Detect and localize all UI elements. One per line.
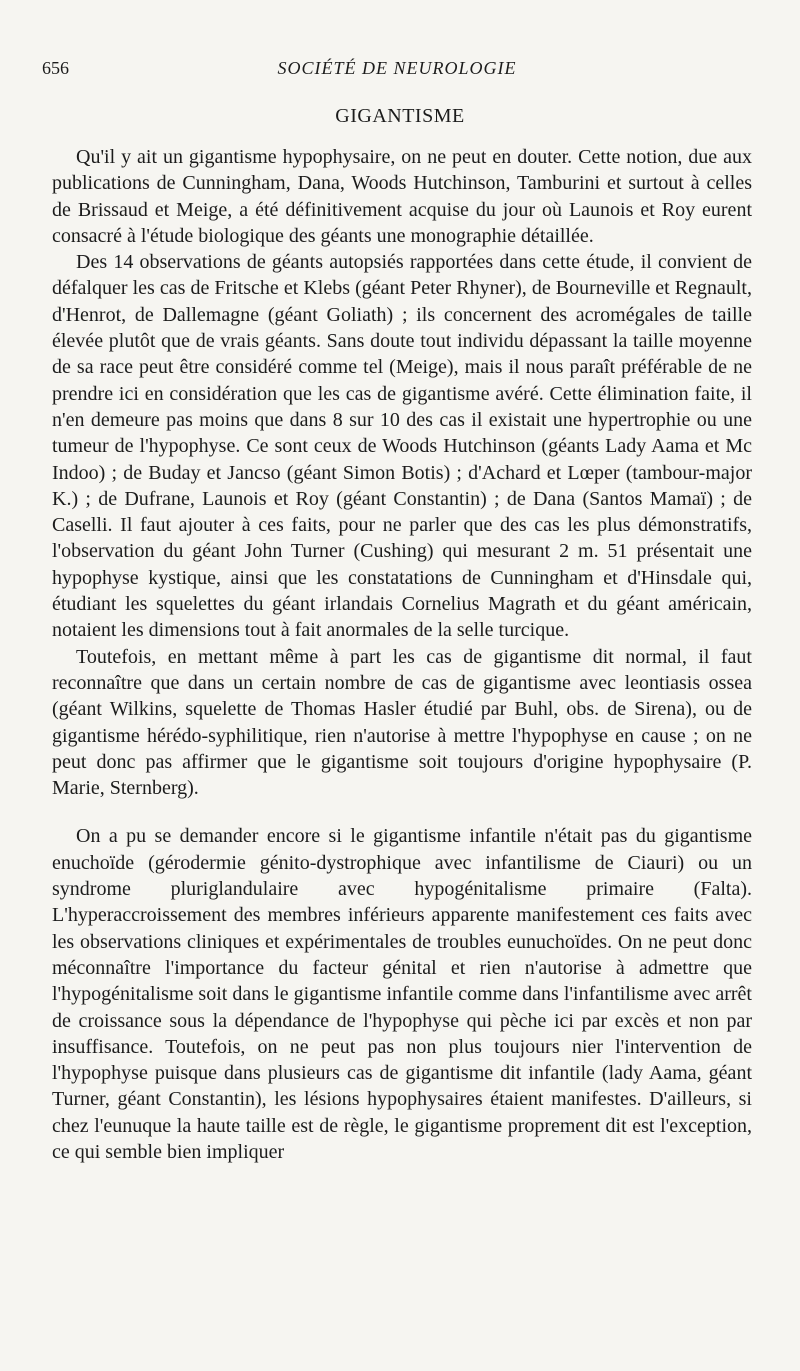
paragraph: Des 14 observations de géants autopsiés rapportées dans cette étude, il convient de défalquer les cas de Fritsche et Klebs (géant Peter Rhyner), de Bourneville et Regnault, d'Henrot, de Dallemagne (géant Goliath) ; ils concernent des acromégales de taille élevée plutôt que de vrais géants. Sans doute tout individu dépassant la taille moyenne de sa race peut être considéré comme tel (Meige), mais il nous paraît préférable de ne prendre ici en considération que les cas de gigantisme avéré. Cette élimination faite, il n'en demeure pas moins que dans 8 sur 10 des cas il existait une hypertrophie ou une tumeur de l'hypophyse. Ce sont ceux de Woods Hutchinson (géants Lady Aama et Mc Indoo) ; de Buday et Jancso (géant Simon Botis) ; d'Achard et Lœper (tambour-major K.) ; de Dufrane, Launois et Roy (géant Constantin) ; de Dana (Santos Mamaï) ; de Caselli. Il faut ajouter à ces faits, pour ne parler que des cas les plus démonstratifs, l'observation du géant John Turner (Cushing) qui mesurant 2 m. 51 présentait une hypophyse kystique, ainsi que les constatations de Cunningham et d'Hinsdale qui, étudiant les squelettes du géant irlandais Cornelius Magrath et du géant américain, notaient les dimensions tout à fait anormales de la selle turcique. <box>52 251 752 642</box>
paragraph: Qu'il y ait un gigantisme hypophysaire, on ne peut en douter. Cette notion, due aux publications de Cunningham, Dana, Woods Hutchinson, Tamburini et surtout à celles de Brissaud et Meige, a été définitivement acquise du jour où Launois et Roy eurent consacré à l'étude biologique des géants une monographie détaillée. <box>52 146 752 247</box>
page-header <box>42 56 752 80</box>
body-text <box>52 144 752 1165</box>
section-title: GIGANTISME <box>335 105 465 127</box>
page-number: 656 <box>42 58 69 78</box>
running-title: SOCIÉTÉ DE NEUROLOGIE <box>277 58 517 78</box>
paragraph: Toutefois, en mettant même à part les cas de gigantisme dit normal, il faut reconnaître que dans un certain nombre de cas de gigantisme avec leontiasis ossea (géant Wilkins, squelette de Thomas Hasler étudié par Buhl, obs. de Sirena), ou de gigantisme hérédo-syphilitique, rien n'autorise à mettre l'hypophyse en cause ; on ne peut donc pas affirmer que le gigantisme soit toujours d'origine hypophysaire (P. Marie, Sternberg). <box>52 645 752 800</box>
paragraph: On a pu se demander encore si le gigantisme infantile n'était pas du gigantisme enuchoïde (gérodermie génito-dystrophique avec infantilisme de Ciauri) ou un syndrome pluriglandulaire avec hypogénitalisme primaire (Falta). L'hyperaccroissement des membres inférieurs apparente manifestement ces faits avec les observations cliniques et expérimentales de troubles eunuchoïdes. On ne peut donc méconnaître l'importance du facteur génital et rien n'autorise à admettre que l'hypogénitalisme soit dans le gigantisme infantile comme dans l'infantilisme avec arrêt de croissance sous la dépendance de l'hypophyse qui pèche ici par excès et non par insuffisance. Toutefois, on ne peut pas non plus toujours nier l'intervention de l'hypophyse puisque dans plusieurs cas de gigantisme dit infantile (lady Aama, géant Turner, géant Constantin), les lésions hypophysaires étaient manifestes. D'ailleurs, si chez l'eunuque la haute taille est de règle, le gigantisme proprement dit est l'exception, ce qui semble bien impliquer <box>52 825 752 1163</box>
